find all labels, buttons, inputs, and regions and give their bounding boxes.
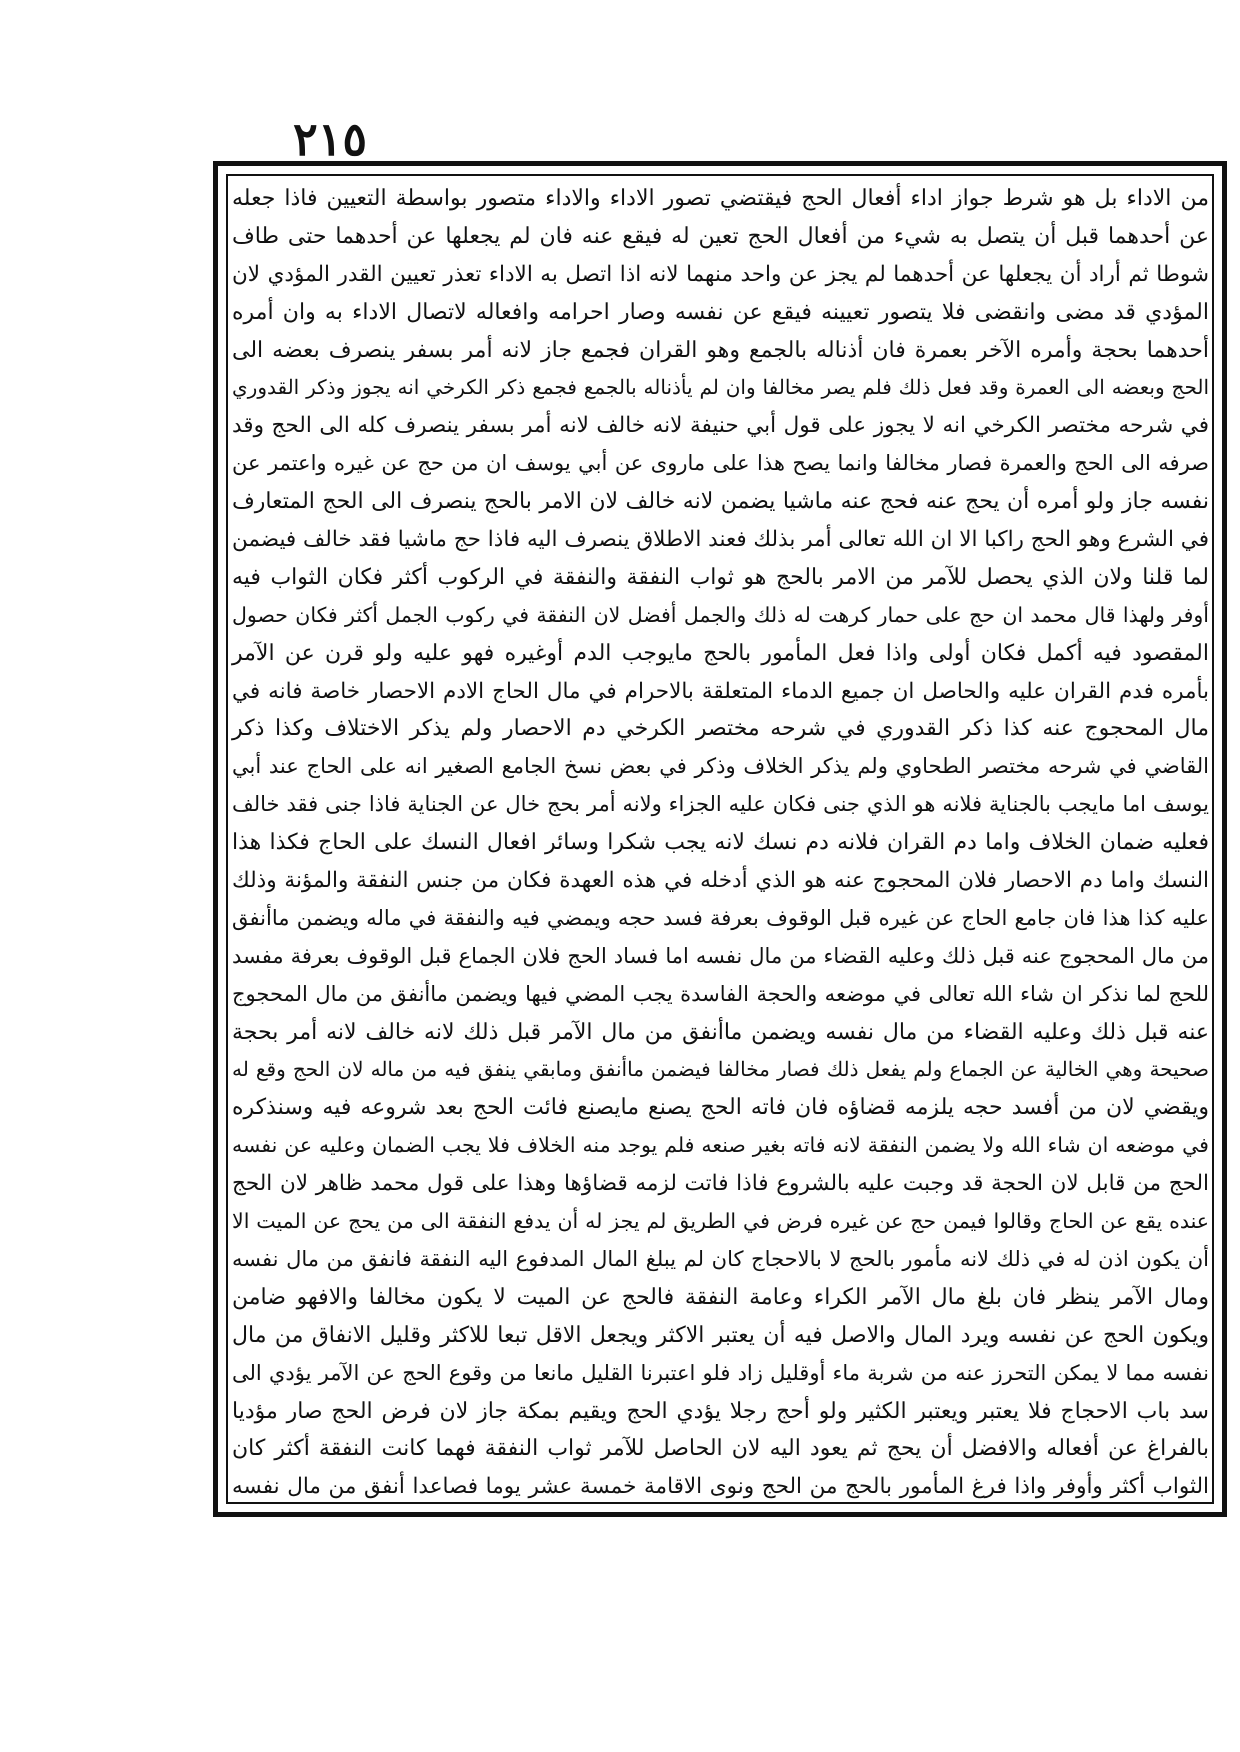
text-line: في الشرع وهو الحج راكبا الا ان الله تعالى أمر بذلك فعند الاطلاق ينصرف اليه فاذا حج ماشيا فقد خالف فيضمن (232, 527, 1209, 553)
text-line: نفسه مما لا يمكن التحرز عنه من شربة ماء أوقليل زاد فلو اعتبرنا القليل مانعا من وقوع الحج عن الآمر يؤدي الى (232, 1360, 1209, 1385)
text-line: يوسف اما مايجب بالجناية فلانه هو الذي جنى فكان عليه الجزاء ولانه أمر بحج خال عن الجناية فاذا جنى فقد خالف (232, 792, 1209, 817)
text-line: للحج لما نذكر ان شاء الله تعالى في موضعه والحجة الفاسدة يجب المضي فيها ويضمن ماأنفق من مال المحجوج (232, 981, 1209, 1006)
text-line: صرفه الى الحج والعمرة فصار مخالفا وانما يصح هذا على ماروى عن أبي يوسف ان من حج عن غيره واعتمر عن (232, 451, 1209, 476)
text-line: لما قلنا ولان الذي يحصل للآمر من الامر بالحج هو ثواب النفقة والنفقة في الركوب أكثر فكان الثواب فيه (232, 564, 1209, 590)
text-line: عنه قبل ذلك وعليه القضاء من مال نفسه ويضمن ماأنفق من مال الآمر قبل ذلك لانه خالف لانه أمر بحجة (232, 1019, 1209, 1045)
text-line: القاضي في شرحه مختصر الطحاوي ولم يذكر الخلاف وذكر في بعض نسخ الجامع الصغير انه على الحاج عند أبي (232, 754, 1209, 779)
text-line: الحج من قابل لان الحجة قد وجبت عليه بالشروع فاذا فاتت لزمه قضاؤها وهذا على قول محمد ظاهر لان الحج (232, 1171, 1209, 1197)
text-line: من مال المحجوج عنه قبل ذلك وعليه القضاء من مال نفسه اما فساد الحج فلان الجماع قبل الوقوف بعرفة مفسد (232, 943, 1209, 968)
text-line: نفسه جاز ولو أمره أن يحج عنه فحج عنه ماشيا يضمن لانه خالف لان الامر بالحج ينصرف الى الحج المتعارف (232, 489, 1209, 515)
text-line: عنده يقع عن الحاج وقالوا فيمن حج عن غيره فرض في الطريق لم يجز له أن يدفع النفقة الى من يحج عن الميت الا (232, 1209, 1209, 1234)
text-line: ويقضي لان من أفسد حجه يلزمه قضاؤه فان فاته الحج يصنع مايصنع فائت الحج بعد شروعه فيه وسنذكره (232, 1095, 1209, 1121)
text-line: في شرحه مختصر الكرخي انه لا يجوز على قول أبي حنيفة لانه خالف لانه أمر بسفر ينصرف كله الى الحج وقد (232, 413, 1209, 439)
text-line: ويكون الحج عن نفسه ويرد المال والاصل فيه أن يعتبر الاكثر ويجعل الاقل تبعا للاكثر وقليل الانفاق من مال (232, 1322, 1209, 1348)
text-line: الحج وبعضه الى العمرة وقد فعل ذلك فلم يصر مخالفا وان لم يأذناله بالجمع فجمع ذكر الكرخي انه يجوز وذكر القدوري (232, 375, 1209, 400)
text-line: النسك واما دم الاحصار فلان المحجوج عنه هو الذي أدخله في هذه العهدة فكان من جنس النفقة والمؤنة وذلك (232, 868, 1209, 894)
text-line: سد باب الاحجاج فلا يعتبر ويعتبر الكثير ولو أحج رجلا يؤدي الحج ويقيم بمكة جاز لان فرض الحج صار مؤديا (232, 1398, 1209, 1424)
text-line: مال المحجوج عنه كذا ذكر القدوري في شرحه مختصر الكرخي دم الاحصار ولم يذكر الاختلاف وكذا ذكر (232, 716, 1209, 742)
text-line: من الاداء بل هو شرط جواز اداء أفعال الحج فيقتضي تصور الاداء والاداء متصور بواسطة التعيين فاذا جعله (232, 186, 1209, 211)
text-line: شوطا ثم أراد أن يجعلها عن أحدهما لم يجز عن واحد منهما لانه اذا اتصل به الاداء تعذر تعيين القدر المؤدي لان (232, 261, 1209, 287)
text-line: عن أحدهما قبل أن يتصل به شيء من أفعال الحج تعين له فيقع عنه فان لم يجعلها عن أحدهما حتى طاف (232, 223, 1209, 249)
text-line: أحدهما بحجة وأمره الآخر بعمرة فان أذناله بالجمع وهو القران فجمع جاز لانه أمر بسفر ينصرف بعضه الى (232, 337, 1209, 363)
text-line: في موضعه ان شاء الله ولا يضمن النفقة لانه فاته بغير صنعه فلم يوجد منه الخلاف فلا يجب الضمان وعليه عن نفسه (232, 1133, 1209, 1158)
text-line: أن يكون اذن له في ذلك لانه مأمور بالحج لا بالاحجاج كان لم يبلغ المال المدفوع اليه النفقة فانفق من مال نفسه (232, 1246, 1209, 1271)
text-line: عليه كذا هذا فان جامع الحاج عن غيره قبل الوقوف بعرفة فسد حجه ويمضي فيه والنفقة في ماله ويضمن ماأنفق (232, 905, 1209, 930)
text-line: ومال الآمر ينظر فان بلغ مال الآمر الكراء وعامة النفقة فالحج عن الميت لا يكون مخالفا والافهو ضامن (232, 1284, 1209, 1310)
text-line: أوفر ولهذا قال محمد ان حج على حمار كرهت له ذلك والجمل أفضل لان النفقة في ركوب الجمل أكثر فكان حصول (232, 602, 1209, 627)
text-line: المقصود فيه أكمل فكان أولى واذا فعل المأمور بالحج مايوجب الدم أوغيره فهو عليه ولو قرن عن الآمر (232, 640, 1209, 666)
text-line: بالفراغ عن أفعاله والافضل أن يحج ثم يعود اليه لان الحاصل للآمر ثواب النفقة فهما كانت النفقة أكثر كان (232, 1436, 1209, 1462)
body-text (228, 180, 1213, 1508)
text-line: صحيحة وهي الخالية عن الجماع ولم يفعل ذلك فصار مخالفا فيضمن ماأنفق ومابقي ينفق فيه من ماله لان الحج وقع له (232, 1057, 1209, 1082)
page-number: ٢١٥ (292, 112, 368, 166)
text-line: الثواب أكثر وأوفر واذا فرغ المأمور بالحج من الحج ونوى الاقامة خمسة عشر يوما فصاعدا أنفق من مال نفسه (232, 1474, 1209, 1500)
text-line: فعليه ضمان الخلاف واما دم القران فلانه دم نسك لانه يجب شكرا وسائر افعال النسك على الحاج فكذا هذا (232, 830, 1209, 856)
text-line: بأمره فدم القران عليه والحاصل ان جميع الدماء المتعلقة بالاحرام في مال الحاج الادم الاحصار خاصة فانه في (232, 678, 1209, 704)
text-line: المؤدي قد مضى وانقضى فلا يتصور تعيينه فيقع عن نفسه وصار احرامه وافعاله لاتصال الاداء به وان أمره (232, 299, 1209, 325)
